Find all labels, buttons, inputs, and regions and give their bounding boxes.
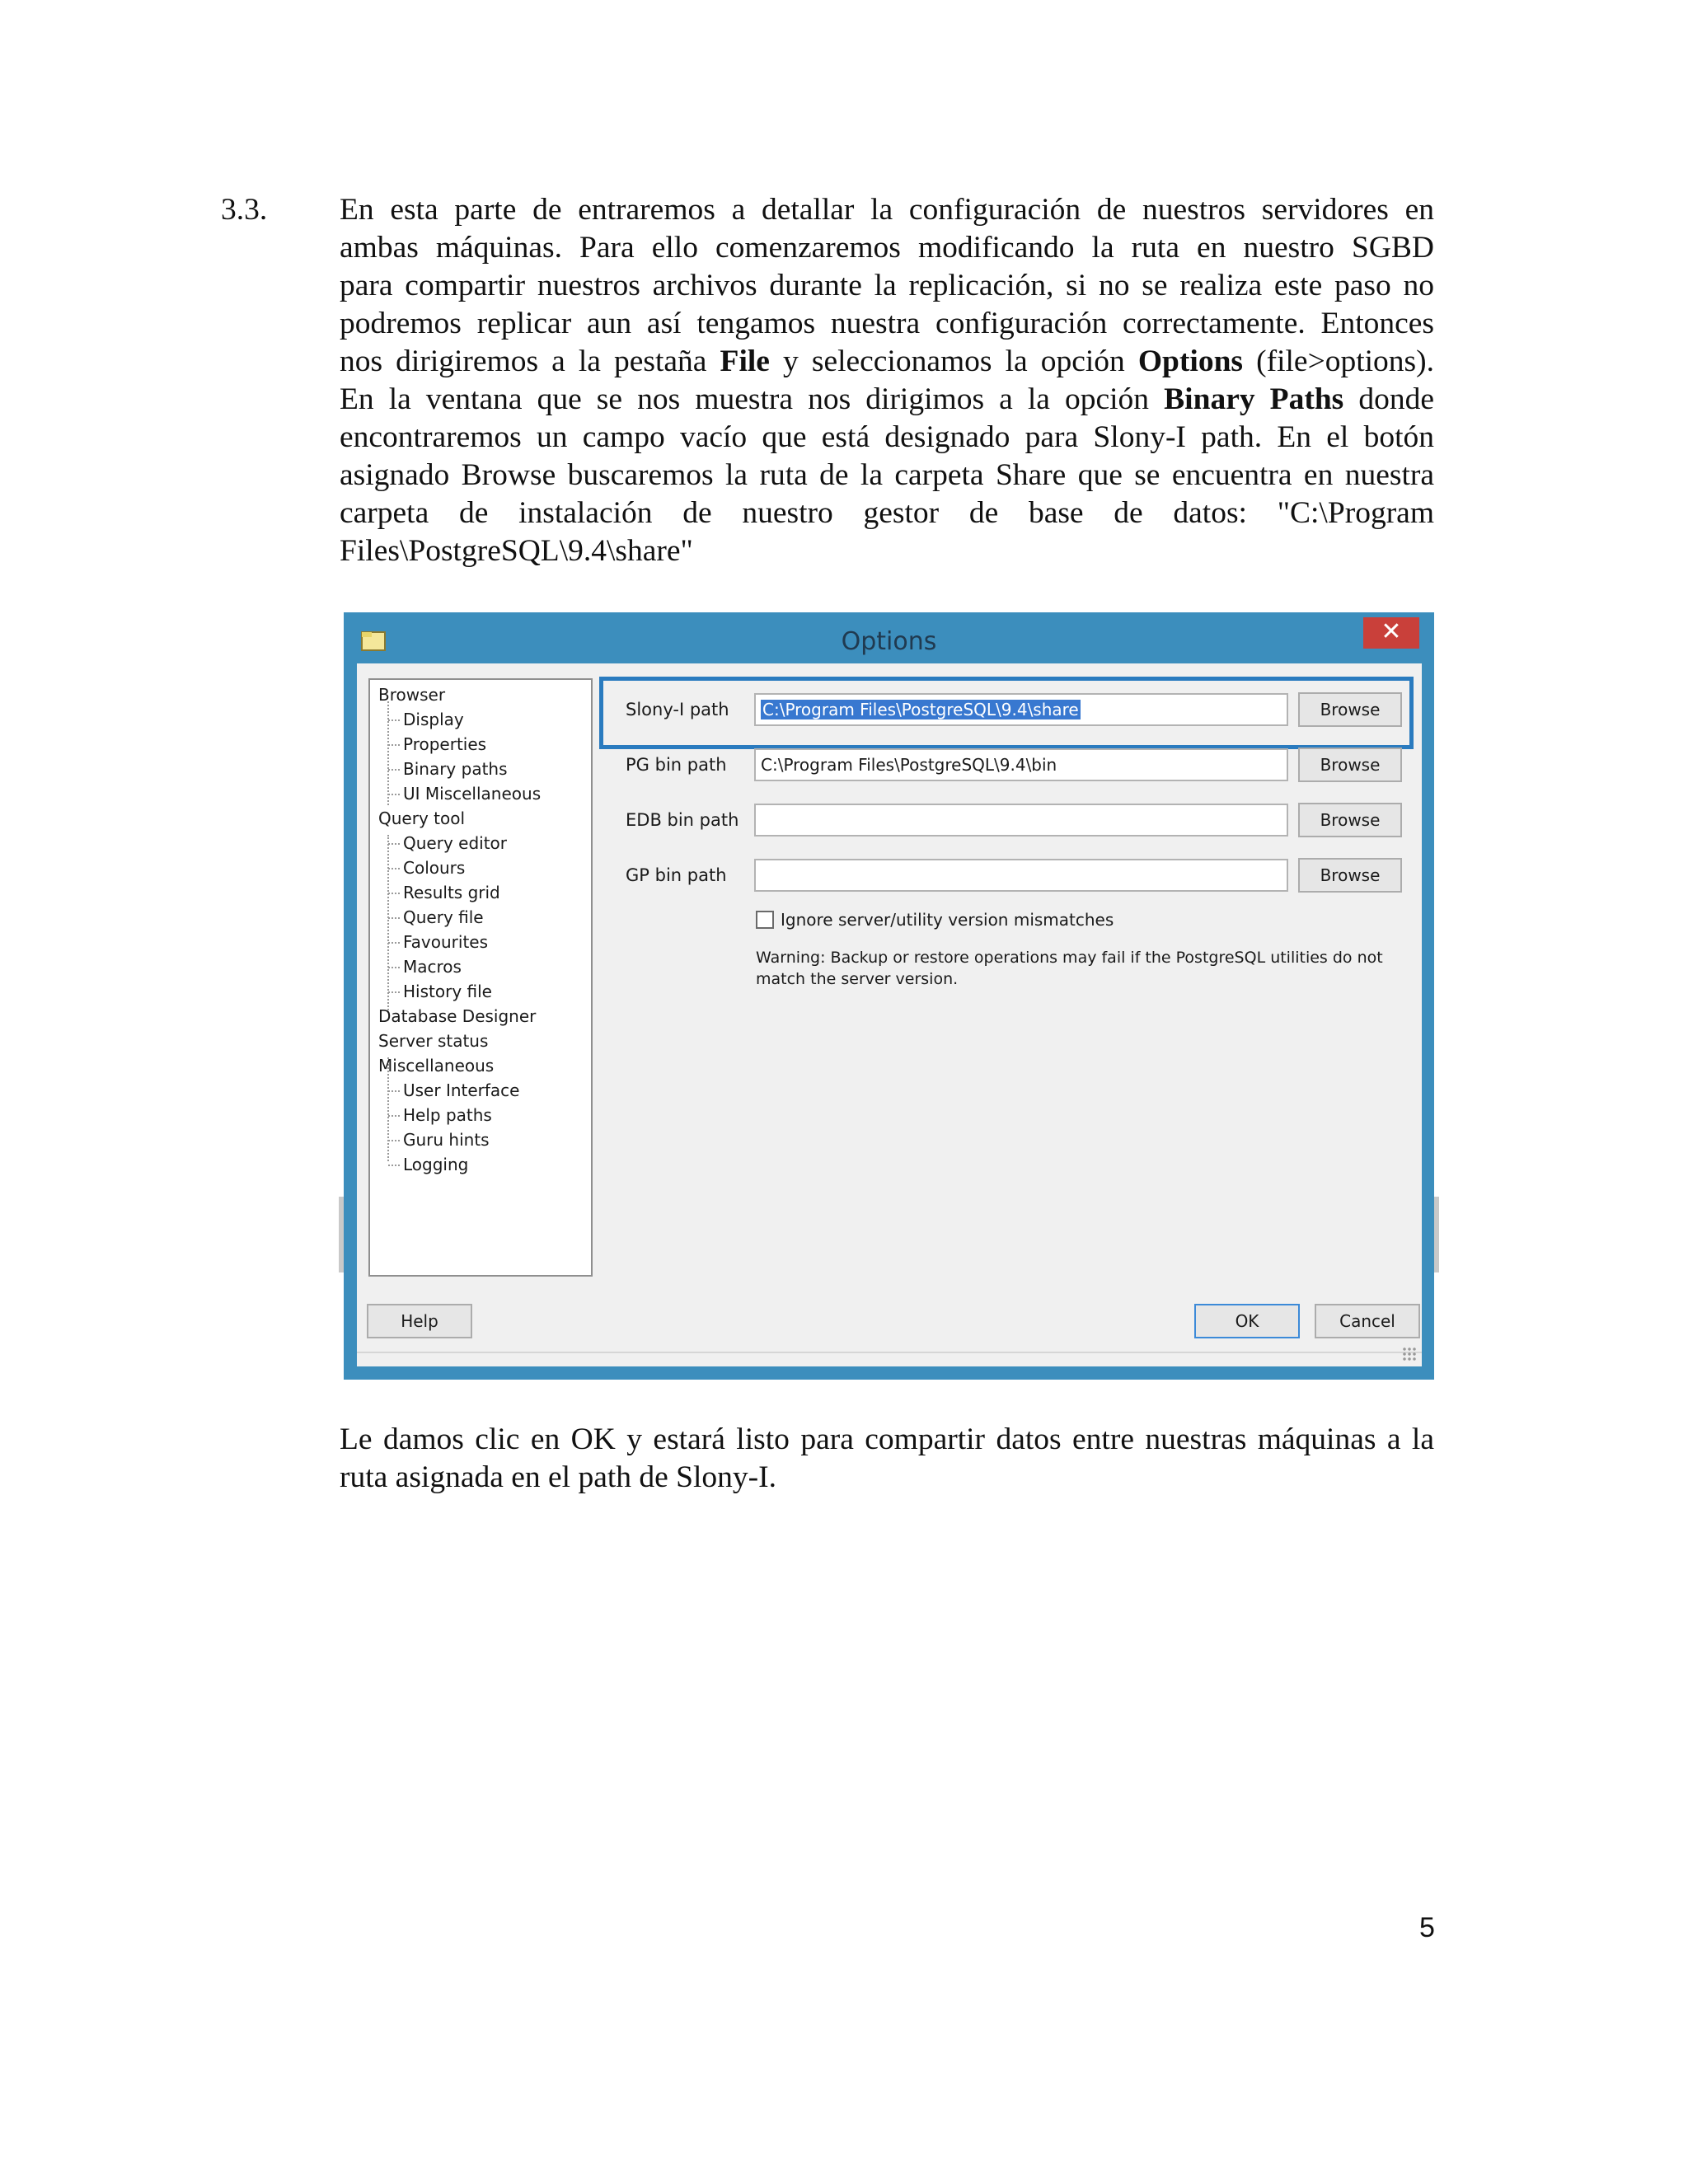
- paragraph-line: para compartir nuestros archivos durante la replicación, si no se realiza este paso no: [340, 269, 1434, 302]
- warning-line-2: match the server version.: [756, 970, 959, 988]
- pg-bin-path-field[interactable]: C:\Program Files\PostgreSQL\9.4\bin: [754, 748, 1288, 781]
- paragraph-line: ambas máquinas. Para ello comenzaremos modificando la ruta en nuestro SGBD: [340, 231, 1434, 265]
- pg-bin-path-label: PG bin path: [626, 755, 727, 775]
- tree-item-miscellaneous[interactable]: Miscellaneous: [378, 1056, 495, 1076]
- screenshot-edge-right: [1434, 1197, 1439, 1272]
- resize-grip-icon[interactable]: [1402, 1347, 1417, 1361]
- edb-bin-path-label: EDB bin path: [626, 810, 739, 830]
- gp-bin-path-label: GP bin path: [626, 865, 727, 885]
- paragraph-line: En la ventana que se nos muestra nos dirigimos a la opción Binary Paths donde: [340, 382, 1434, 416]
- tree-item-display[interactable]: Display: [403, 710, 464, 729]
- tree-item-logging[interactable]: Logging: [403, 1155, 469, 1174]
- paragraph-line: encontraremos un campo vacío que está designado para Slony-I path. En el botón: [340, 420, 1434, 454]
- page-number: 5: [1419, 1912, 1435, 1943]
- tree-item-properties[interactable]: Properties: [403, 734, 487, 754]
- tree-item-ui-miscellaneous[interactable]: UI Miscellaneous: [403, 784, 542, 804]
- tree-item-history-file[interactable]: History file: [403, 982, 492, 1001]
- tree-item-query-editor[interactable]: Query editor: [403, 833, 507, 853]
- options-tree: [368, 678, 593, 1277]
- edb-bin-path-field[interactable]: [754, 804, 1288, 837]
- title-bar: [344, 612, 1434, 663]
- paragraph-line: En esta parte de entraremos a detallar la configuración de nuestros servidores en: [340, 193, 1434, 227]
- bold-file: File: [720, 344, 770, 378]
- bold-binary-paths: Binary Paths: [1164, 382, 1344, 416]
- edb-bin-browse-button[interactable]: Browse: [1298, 803, 1402, 837]
- paragraph-line: asignado Browse buscaremos la ruta de la carpeta Share que se encuentra en nuestra: [340, 458, 1434, 492]
- dialog-client-area: [357, 663, 1422, 1366]
- tree-item-binary-paths[interactable]: Binary paths: [403, 759, 508, 779]
- slony-browse-button[interactable]: Browse: [1298, 692, 1402, 727]
- ok-button[interactable]: OK: [1194, 1304, 1300, 1338]
- tree-line: [387, 835, 389, 1013]
- gp-bin-browse-button[interactable]: Browse: [1298, 858, 1402, 893]
- warning-line-1: Warning: Backup or restore operations may fail if the PostgreSQL utilities do not: [756, 949, 1383, 967]
- help-button[interactable]: Help: [367, 1304, 472, 1338]
- pg-bin-browse-button[interactable]: Browse: [1298, 748, 1402, 782]
- slony-path-label: Slony-I path: [626, 700, 729, 719]
- tree-item-user-interface[interactable]: User Interface: [403, 1080, 520, 1100]
- slony-path-value: C:\Program Files\PostgreSQL\9.4\share: [762, 700, 1079, 719]
- tree-item-results-grid[interactable]: Results grid: [403, 883, 500, 902]
- tree-item-query-file[interactable]: Query file: [403, 907, 484, 927]
- section-number: 3.3.: [221, 193, 268, 227]
- tree-item-guru-hints[interactable]: Guru hints: [403, 1130, 490, 1150]
- tree-item-macros[interactable]: Macros: [403, 957, 462, 977]
- ignore-mismatch-label: Ignore server/utility version mismatches: [781, 910, 1114, 930]
- tree-item-browser[interactable]: Browser: [378, 685, 446, 705]
- gp-bin-path-field[interactable]: [754, 859, 1288, 892]
- paragraph-line: Files\PostgreSQL\9.4\share": [340, 534, 693, 568]
- paragraph-line: podremos replicar aun así tengamos nuestra configuración correctamente. Entonces: [340, 307, 1434, 340]
- tree-item-query-tool[interactable]: Query tool: [378, 808, 466, 828]
- paragraph-line: carpeta de instalación de nuestro gestor de base de datos: "C:\Program: [340, 496, 1434, 530]
- tree-item-colours[interactable]: Colours: [403, 858, 466, 878]
- paragraph-line: nos dirigiremos a la pestaña File y seleccionamos la opción Options (file>options).: [340, 344, 1435, 378]
- close-button[interactable]: ✕: [1363, 617, 1419, 649]
- status-separator: [357, 1352, 1422, 1353]
- tree-item-server-status[interactable]: Server status: [378, 1031, 489, 1051]
- closing-paragraph: Le damos clic en OK y estará listo para compartir datos entre nuestras máquinas a la ruta asignada en el path de Slony-I.: [340, 1422, 1434, 1494]
- tree-item-help-paths[interactable]: Help paths: [403, 1105, 492, 1125]
- tree-line: [387, 701, 389, 805]
- cancel-button[interactable]: Cancel: [1315, 1304, 1420, 1338]
- ignore-mismatch-checkbox[interactable]: [756, 911, 774, 929]
- tree-item-database-designer[interactable]: Database Designer: [378, 1006, 537, 1026]
- slony-path-field[interactable]: [754, 693, 1288, 726]
- dialog-title: Options: [841, 627, 937, 656]
- bold-options: Options: [1137, 344, 1244, 378]
- tree-item-favourites[interactable]: Favourites: [403, 932, 489, 952]
- options-dialog-screenshot: [344, 612, 1434, 1380]
